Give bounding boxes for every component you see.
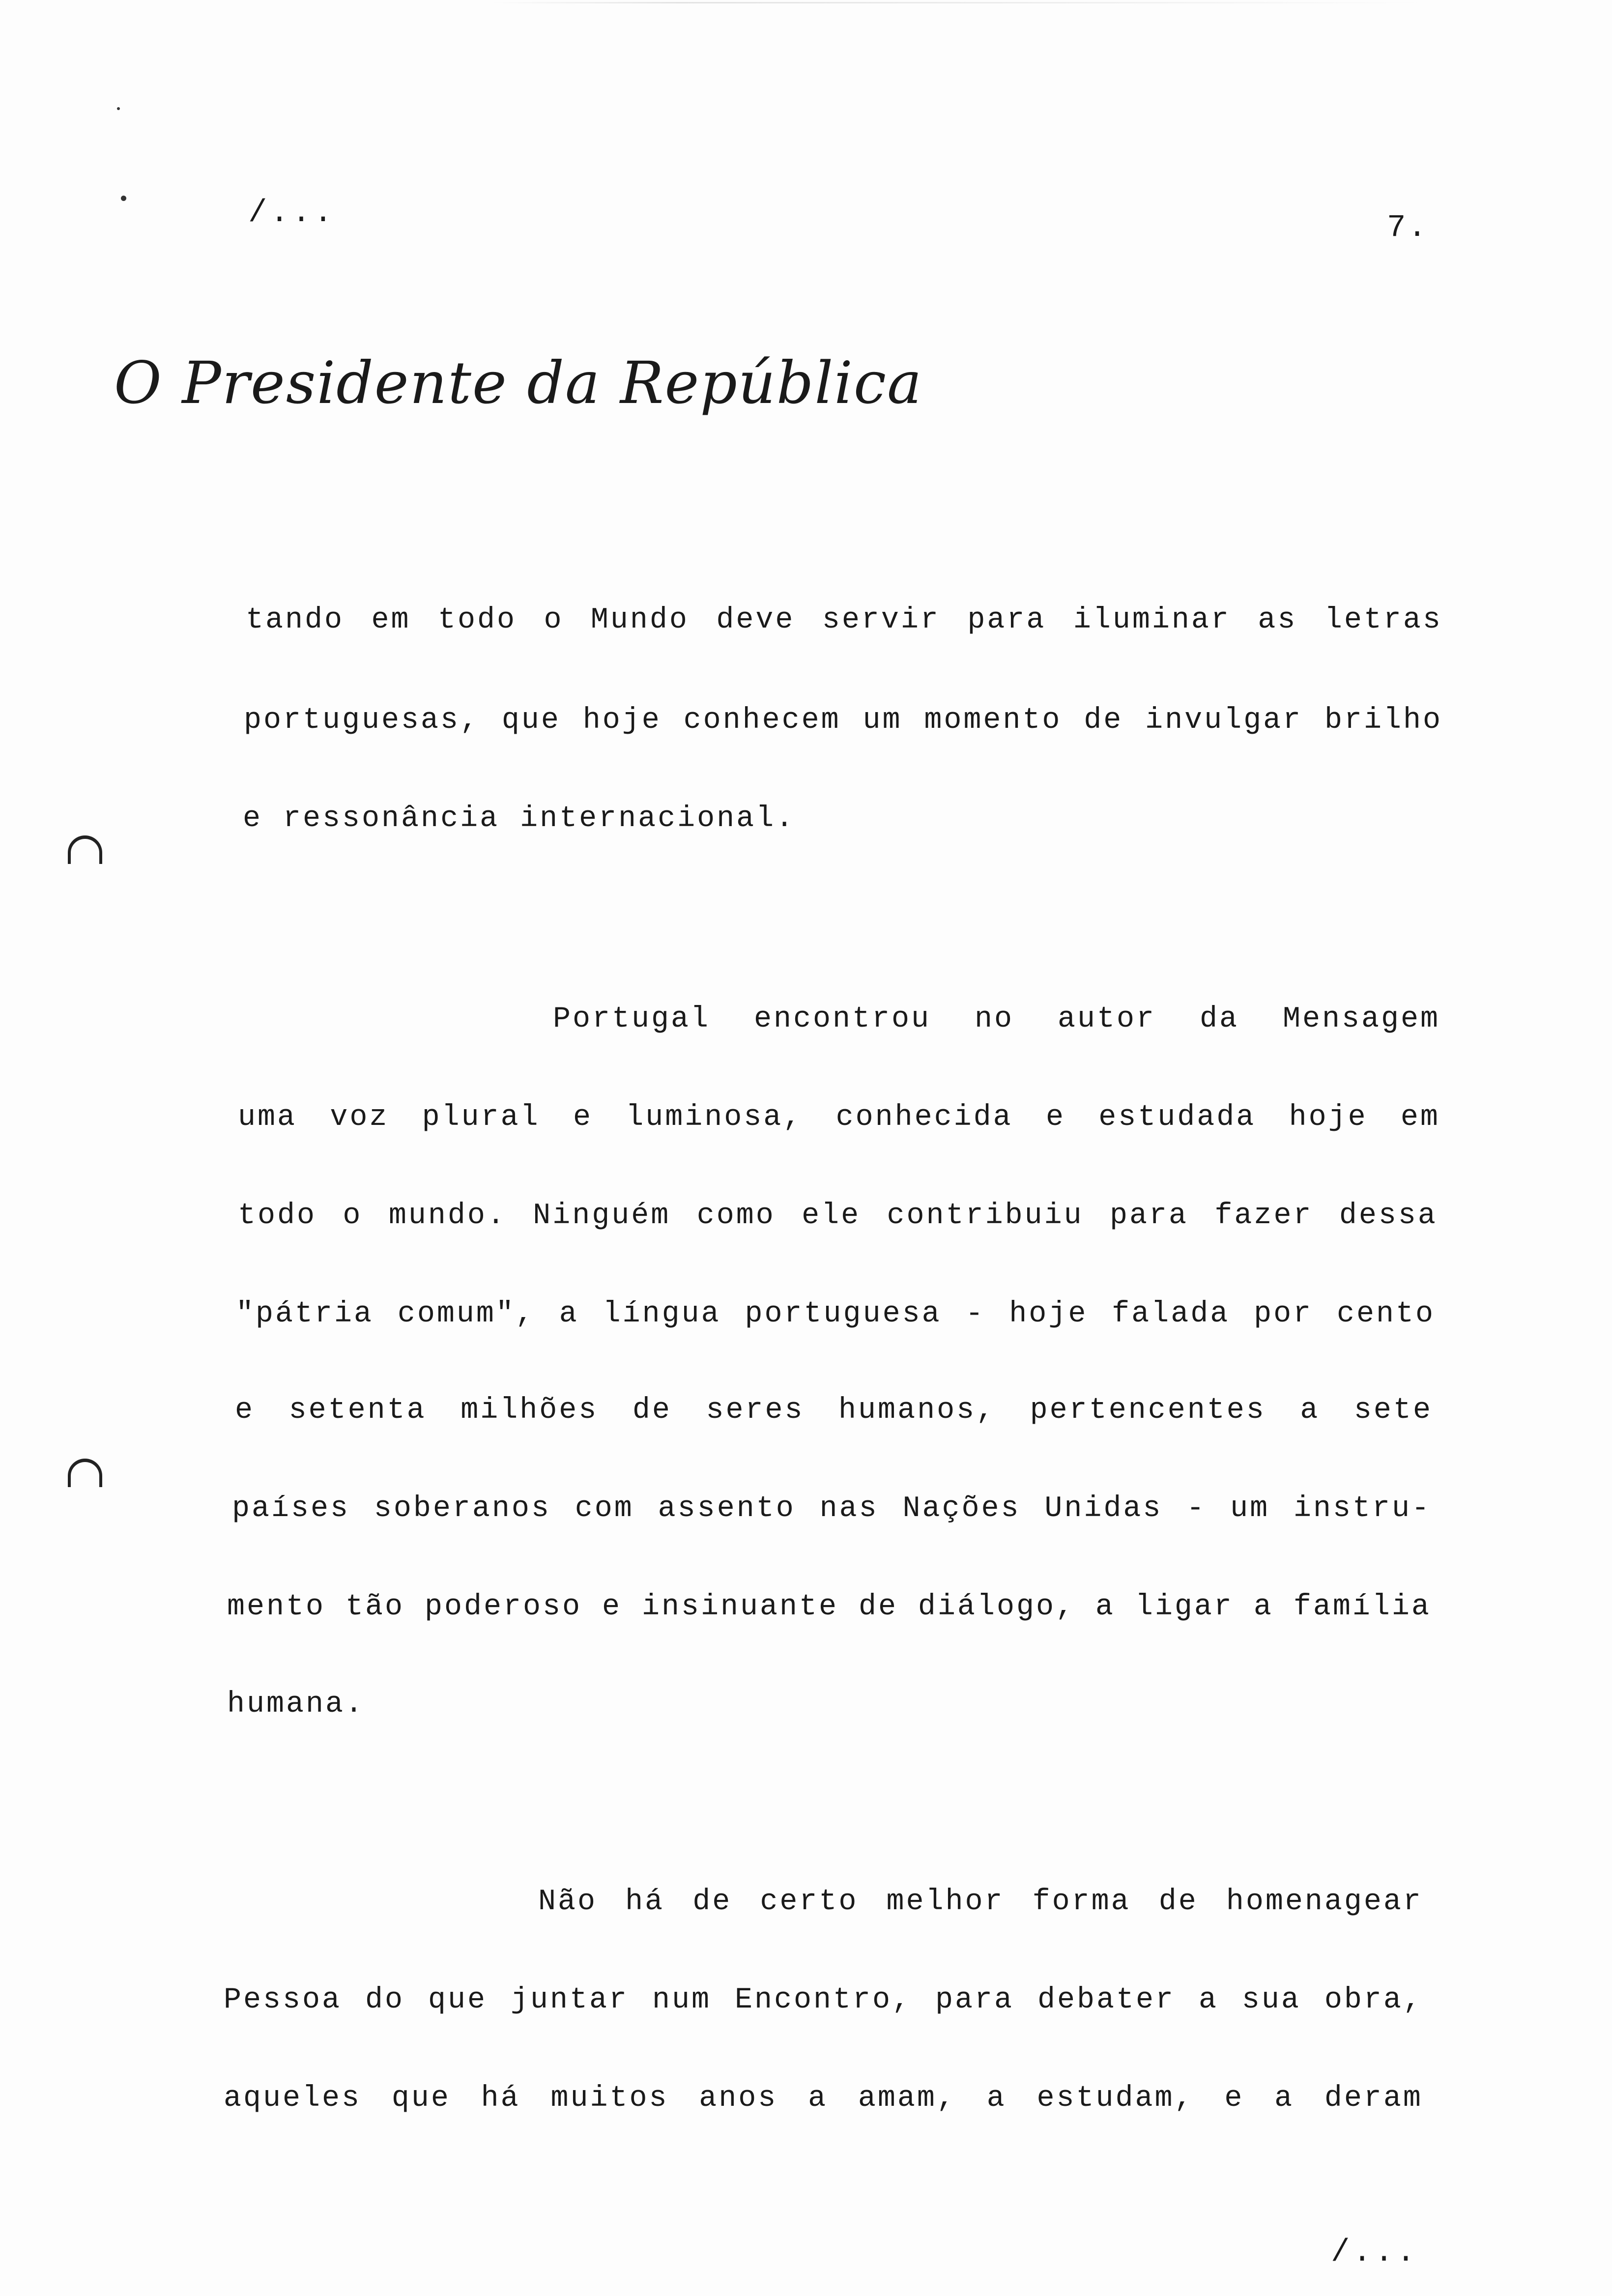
word: milhões: [461, 1394, 599, 1427]
word: por: [1254, 1297, 1313, 1331]
word: num: [652, 1983, 711, 2017]
body-line: [246, 603, 1442, 637]
word: de: [858, 1590, 898, 1624]
word: a: [808, 2082, 828, 2115]
word: sua: [1241, 1983, 1301, 2017]
word: as: [1258, 603, 1297, 637]
word: servir: [822, 603, 940, 637]
word: fazer: [1214, 1199, 1313, 1233]
word: a: [1198, 1983, 1218, 2017]
body-line: [244, 704, 1442, 737]
word: comum",: [397, 1297, 535, 1331]
word: Mundo: [590, 603, 689, 637]
word: humanos,: [838, 1394, 996, 1427]
word: estudada: [1098, 1101, 1256, 1134]
word: um: [863, 704, 902, 737]
word: obra,: [1324, 1983, 1423, 2017]
word: ligar: [1135, 1590, 1234, 1624]
word: e: [602, 1590, 622, 1624]
word: certo: [760, 1885, 859, 1919]
word: Unidas: [1044, 1492, 1163, 1525]
word: de: [1084, 704, 1123, 737]
word: de: [632, 1394, 672, 1427]
word: como: [696, 1199, 776, 1233]
word: homenagear: [1226, 1885, 1423, 1919]
word: uma: [238, 1101, 297, 1134]
word: letras: [1324, 603, 1442, 637]
word: Não: [538, 1885, 598, 1919]
word: seres: [706, 1394, 805, 1427]
body-line: [243, 802, 816, 835]
word: no: [975, 1003, 1014, 1036]
word: portuguesas,: [244, 704, 480, 737]
body-line: [538, 1885, 1423, 1919]
word: Portugal: [553, 1003, 711, 1036]
word: Mensagem: [1282, 1003, 1440, 1036]
word: encontrou: [754, 1003, 931, 1036]
body-line: [235, 1394, 1433, 1427]
word: um: [1230, 1492, 1270, 1525]
word: voz: [330, 1101, 389, 1134]
word: falada: [1112, 1297, 1230, 1331]
word: a: [986, 2082, 1007, 2115]
scan-speck: [117, 107, 120, 110]
word: plural: [422, 1101, 540, 1134]
word: para: [1110, 1199, 1189, 1233]
word: que: [428, 1983, 487, 2017]
word: a: [1274, 2082, 1295, 2115]
word: pertencentes: [1030, 1394, 1266, 1427]
word: do: [365, 1983, 405, 2017]
word: família: [1293, 1590, 1431, 1624]
word: língua: [603, 1297, 721, 1331]
word: tando: [246, 603, 345, 637]
word: dessa: [1339, 1199, 1438, 1233]
word: deram: [1324, 2082, 1423, 2115]
word: muitos: [550, 2082, 669, 2115]
header-continuation-mark: /...: [248, 196, 336, 231]
body-line: [232, 1492, 1431, 1525]
word: setenta: [288, 1394, 427, 1427]
word: nas: [819, 1492, 879, 1525]
word: o: [343, 1199, 363, 1233]
word: debater: [1037, 1983, 1175, 2017]
body-line: [236, 1297, 1435, 1331]
word: países: [232, 1492, 350, 1525]
word: em: [1400, 1101, 1440, 1134]
word: de: [692, 1885, 732, 1919]
word: hoje: [1009, 1297, 1088, 1331]
word: tão: [345, 1590, 405, 1624]
scan-speck: [121, 196, 126, 201]
word: mento: [227, 1590, 326, 1624]
word: todo: [238, 1199, 317, 1233]
word: estudam,: [1036, 2082, 1194, 2115]
word: iluminar: [1073, 603, 1231, 637]
scan-artifact-line: [491, 2, 1425, 3]
hole-punch-mark: [68, 835, 102, 864]
word: assento: [658, 1492, 796, 1525]
word: momento: [924, 704, 1062, 737]
word: da: [1199, 1003, 1239, 1036]
word: a: [1300, 1394, 1320, 1427]
word: com: [575, 1492, 634, 1525]
page-number: 7.: [1387, 210, 1429, 246]
word: para: [935, 1983, 1014, 2017]
word: e: [1045, 1101, 1065, 1134]
word: que: [501, 704, 561, 737]
word: Encontro,: [734, 1983, 912, 2017]
word: deve: [716, 603, 795, 637]
word: o: [544, 603, 564, 637]
word: Nações: [902, 1492, 1021, 1525]
word: contribuiu: [887, 1199, 1084, 1233]
word: melhor: [886, 1885, 1005, 1919]
word: invulgar: [1145, 704, 1303, 737]
word: todo: [437, 603, 517, 637]
word: internacional.: [520, 802, 796, 835]
word: ressonância: [283, 802, 500, 835]
word: conhecida: [835, 1101, 1013, 1134]
word: -: [1186, 1492, 1207, 1525]
word: e: [235, 1394, 255, 1427]
word: instru-: [1293, 1492, 1431, 1525]
word: e: [243, 802, 263, 835]
word: portuguesa: [745, 1297, 942, 1331]
word: humana.: [227, 1688, 365, 1721]
word: que: [391, 2082, 451, 2115]
word: hoje: [582, 704, 662, 737]
word: e: [573, 1101, 593, 1134]
word: de: [1158, 1885, 1198, 1919]
word: há: [625, 1885, 665, 1919]
word: mundo.: [388, 1199, 507, 1233]
body-line: [227, 1688, 385, 1721]
word: Ninguém: [533, 1199, 671, 1233]
word: autor: [1057, 1003, 1156, 1036]
word: diálogo,: [918, 1590, 1075, 1624]
footer-continuation-mark: /...: [1331, 2235, 1418, 2270]
body-line: [224, 1983, 1423, 2017]
word: "pátria: [236, 1297, 374, 1331]
word: em: [371, 603, 411, 637]
word: para: [967, 603, 1046, 637]
word: aqueles: [224, 2082, 362, 2115]
word: há: [481, 2082, 520, 2115]
word: brilho: [1324, 704, 1442, 737]
body-line: [553, 1003, 1440, 1036]
word: forma: [1032, 1885, 1131, 1919]
body-line: [238, 1101, 1440, 1134]
word: poderoso: [424, 1590, 582, 1624]
word: juntar: [510, 1983, 629, 2017]
word: luminosa,: [626, 1101, 803, 1134]
body-line: [224, 2082, 1423, 2115]
letterhead-title: O Presidente da República: [114, 349, 923, 417]
word: a: [559, 1297, 579, 1331]
body-line: [238, 1199, 1438, 1233]
word: a: [1253, 1590, 1273, 1624]
word: hoje: [1289, 1101, 1368, 1134]
word: anos: [699, 2082, 778, 2115]
word: conhecem: [683, 704, 841, 737]
body-line: [227, 1590, 1431, 1624]
word: insinuante: [641, 1590, 838, 1624]
hole-punch-mark: [68, 1459, 102, 1487]
word: sete: [1353, 1394, 1433, 1427]
word: Pessoa: [224, 1983, 342, 2017]
word: ele: [802, 1199, 861, 1233]
word: -: [965, 1297, 985, 1331]
word: a: [1095, 1590, 1115, 1624]
word: soberanos: [374, 1492, 551, 1525]
word: cento: [1336, 1297, 1435, 1331]
word: e: [1224, 2082, 1244, 2115]
word: amam,: [858, 2082, 956, 2115]
